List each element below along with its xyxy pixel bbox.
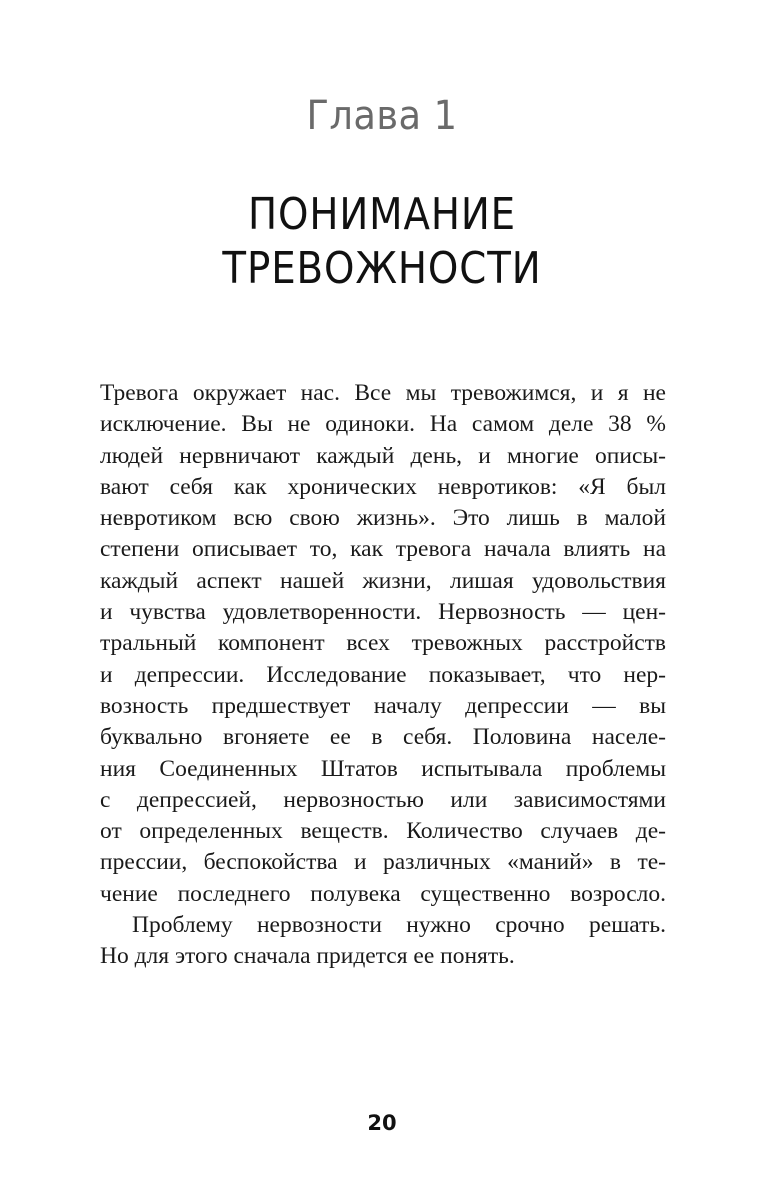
text-line: буквально вгоняете ее в себя. Половина населе- xyxy=(100,724,666,751)
text-line: степени описывает то, как тревога начала влиять на xyxy=(100,536,666,563)
chapter-title xyxy=(46,188,718,296)
chapter-title-line: ПОНИМАНИЕ xyxy=(247,189,517,240)
text-line: невротиком всю свою жизнь». Это лишь в малой xyxy=(100,505,666,532)
text-line: и депрессии. Исследование показывает, что нер- xyxy=(100,661,666,688)
text-line: Проблему нервозности нужно срочно решать. xyxy=(132,912,666,939)
text-line: Тревога окружает нас. Все мы тревожимся, и я не xyxy=(100,380,666,406)
text-line: людей нервничают каждый день, и многие описы- xyxy=(100,442,666,469)
text-line: Но для этого сначала придется ее понять. xyxy=(100,943,515,970)
text-line: от определенных веществ. Количество случаев де- xyxy=(100,818,666,845)
text-line: чение последнего полувека существенно возросло. xyxy=(100,880,666,907)
text-line: вают себя как хронических невротиков: «Я был xyxy=(100,473,666,500)
text-line: исключение. Вы не одиноки. На самом деле 38 % xyxy=(100,411,666,438)
paragraph xyxy=(100,910,666,973)
paragraph xyxy=(100,378,666,910)
text-line: с депрессией, нервозностью или зависимостями xyxy=(100,786,666,813)
text-line: ния Соединенных Штатов испытывала проблемы xyxy=(100,755,666,782)
text-line: тральный компонент всех тревожных расстройств xyxy=(100,630,666,657)
chapter-number: Глава 1 xyxy=(306,93,458,139)
text-line: и чувства удовлетворенности. Нервозность — цен- xyxy=(100,599,666,626)
page-number: 20 xyxy=(367,1111,397,1135)
text-line: прессии, беспокойства и различных «маний» в те- xyxy=(100,849,666,876)
text-line: каждый аспект нашей жизни, лишая удовольствия xyxy=(100,567,666,594)
chapter-title-line: ТРЕВОЖНОСТИ xyxy=(222,243,542,294)
text-line: возность предшествует началу депрессии — вы xyxy=(100,692,666,719)
body-text xyxy=(100,378,666,973)
